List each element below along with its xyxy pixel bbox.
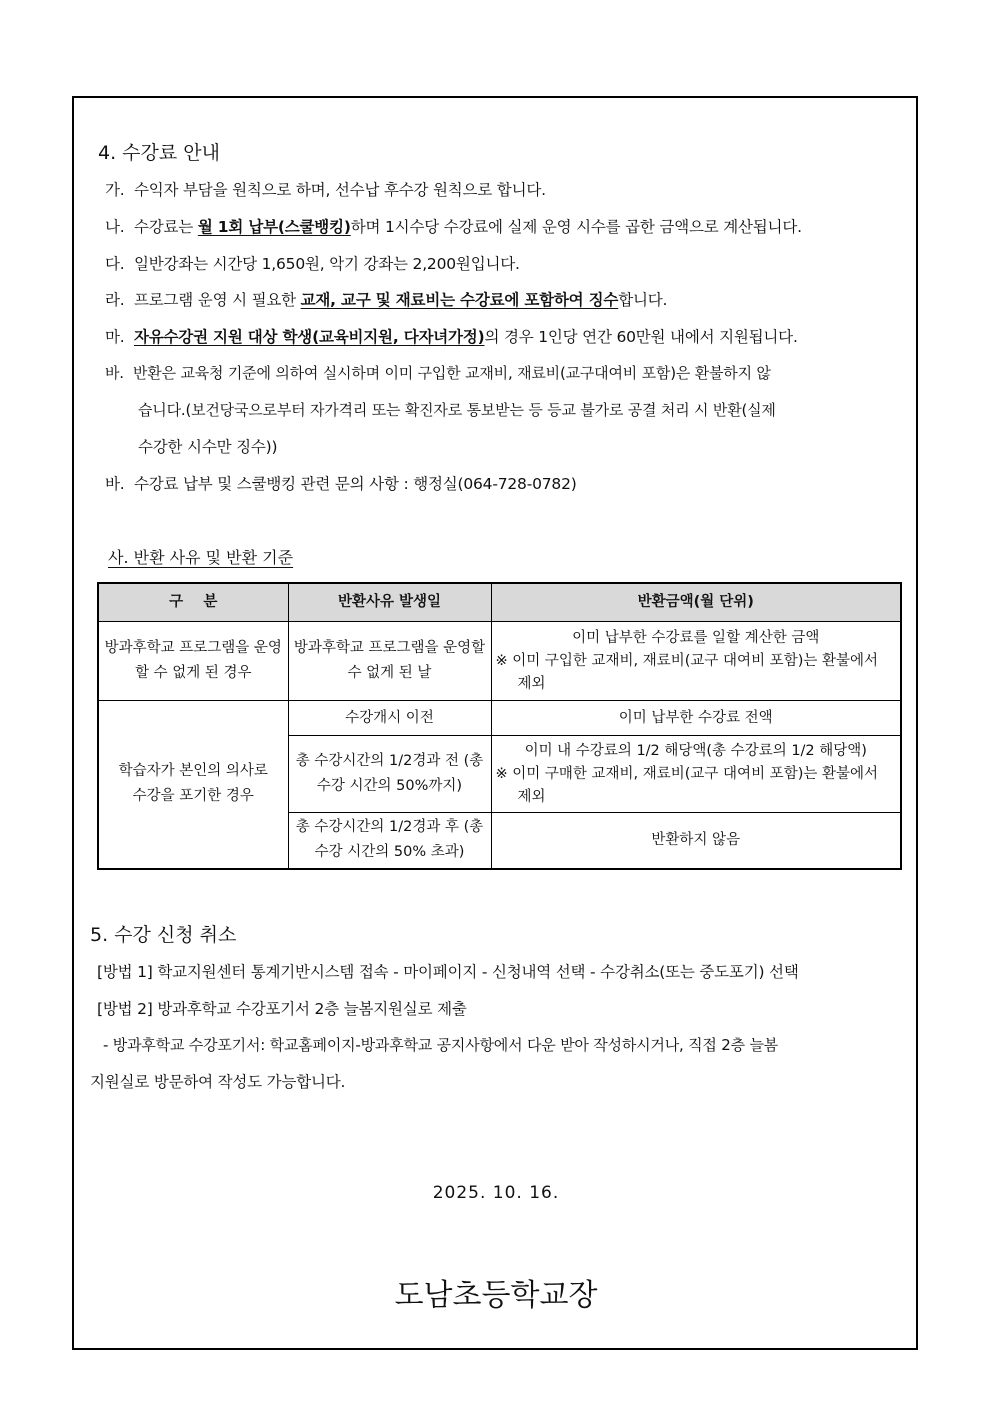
row2-category: 학습자가 본인의 의사로 수강을 포기한 경우 <box>98 701 288 869</box>
row2b-amount-cell <box>491 736 901 813</box>
refund-title: 사. 반환 사유 및 반환 기준 <box>108 548 294 567</box>
row1-category: 방과후학교 프로그램을 운영할 수 없게 된 경우 <box>98 622 288 701</box>
row2b-date: 총 수강시간의 1/2경과 전 (총 수강 시간의 50%까지) <box>288 736 491 813</box>
row2c-amount: 반환하지 않음 <box>491 813 901 869</box>
refund-table <box>97 582 902 870</box>
table-row <box>98 622 901 701</box>
item-na: 나. 수강료는 월 1회 납부(스쿨뱅킹)하며 1시수당 수강료에 실제 운영 시수를 곱한 금액으로 계산됩니다. <box>105 218 802 236</box>
row2a-amount: 이미 납부한 수강료 전액 <box>491 701 901 736</box>
header-date: 반환사유 발생일 <box>288 583 491 622</box>
item-ba-contact: 바. 수강료 납부 및 스쿨뱅킹 관련 문의 사항 : 행정실(064-728-0782) <box>105 475 577 493</box>
table-row <box>98 701 901 736</box>
method-2: [방법 2] 방과후학교 수강포기서 2층 늘봄지원실로 제출 <box>97 1000 467 1018</box>
signature-principal: 도남초등학교장 <box>394 1278 598 1313</box>
item-ba-2: 습니다.(보건당국으로부터 자가격리 또는 확진자로 통보받는 등 등교 불가로 공결 처리 시 반환(실제 <box>138 401 776 419</box>
method-1: [방법 1] 학교지원센터 통계기반시스템 접속 - 마이페이지 - 신청내역 선택 - 수강취소(또는 중도포기) 선택 <box>97 963 799 981</box>
section-5-title: 5. 수강 신청 취소 <box>90 924 237 946</box>
table-header-row <box>98 583 901 622</box>
header-category: 구 분 <box>98 583 288 622</box>
header-amount: 반환금액(월 단위) <box>491 583 901 622</box>
item-ra: 라. 프로그램 운영 시 필요한 교재, 교구 및 재료비는 수강료에 포함하여 징수합니다. <box>105 291 668 309</box>
method-note-1: - 방과후학교 수강포기서: 학교홈페이지-방과후학교 공지사항에서 다운 받아 작성하시거나, 직접 2층 늘봄 <box>103 1036 779 1054</box>
document-date: 2025. 10. 16. <box>432 1183 560 1203</box>
row2b-amount: 이미 내 수강료의 1/2 해당액(총 수강료의 1/2 해당액) <box>524 742 867 759</box>
row2a-date: 수강개시 이전 <box>288 701 491 736</box>
row1-amount-cell <box>491 622 901 701</box>
item-da: 다. 일반강좌는 시간당 1,650원, 악기 강좌는 2,200원입니다. <box>105 255 520 273</box>
item-ga: 가. 수익자 부담을 원칙으로 하며, 선수납 후수강 원칙으로 합니다. <box>105 181 546 199</box>
method-note-2: 지원실로 방문하여 작성도 가능합니다. <box>90 1073 346 1091</box>
row1-amount: 이미 납부한 수강료를 일할 계산한 금액 <box>572 629 820 646</box>
row2c-date: 총 수강시간의 1/2경과 후 (총 수강 시간의 50% 초과) <box>288 813 491 869</box>
item-ma: 마. 자유수강권 지원 대상 학생(교육비지원, 다자녀가정)의 경우 1인당 연간 60만원 내에서 지원됩니다. <box>105 328 798 346</box>
row2b-note: ※ 이미 구매한 교재비, 재료비(교구 대여비 포함)는 환불에서 제외 <box>495 765 878 805</box>
section-4-title: 4. 수강료 안내 <box>98 142 220 164</box>
item-ba-3: 수강한 시수만 징수)) <box>138 438 278 456</box>
item-ba-1: 바. 반환은 교육청 기준에 의하여 실시하며 이미 구입한 교재비, 재료비(교구대여비 포함)은 환불하지 않 <box>105 364 771 382</box>
row1-date: 방과후학교 프로그램을 운영할 수 없게 된 날 <box>288 622 491 701</box>
row1-note: ※ 이미 구입한 교재비, 재료비(교구 대여비 포함)는 환불에서 제외 <box>495 652 878 692</box>
